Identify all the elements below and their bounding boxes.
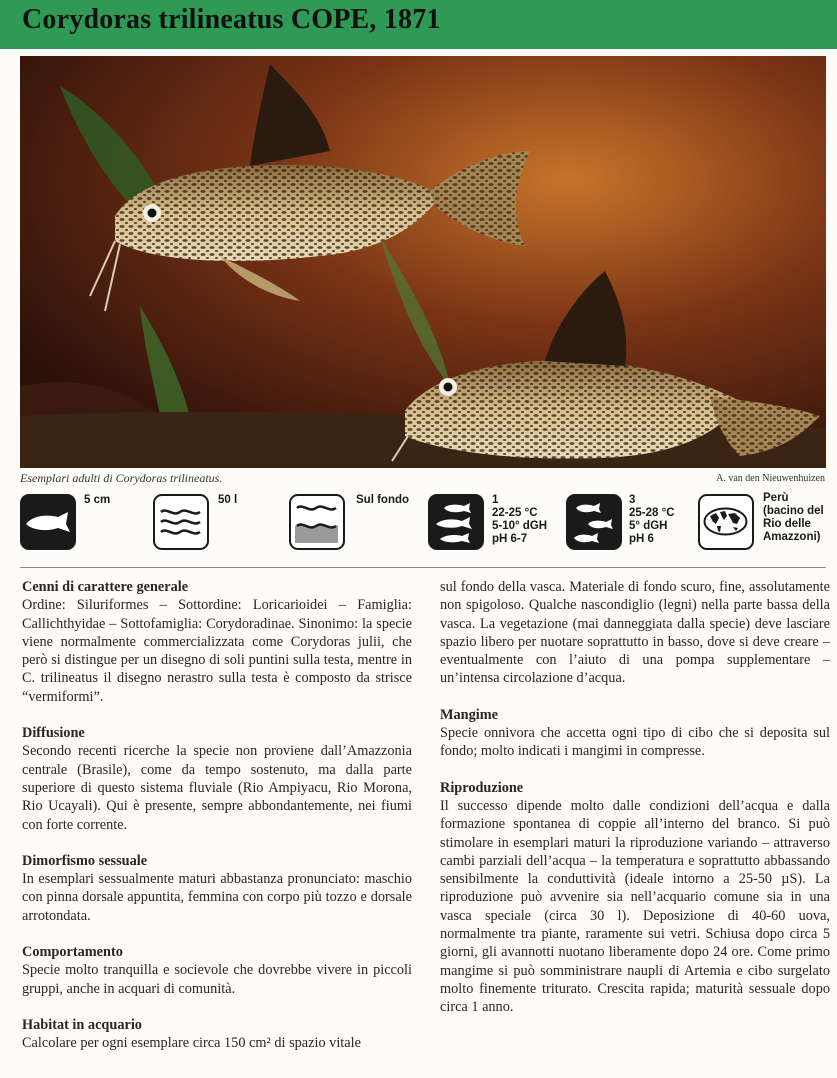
general-text: Ordine: Siluriformes – Sottordine: Loricarioidei – Famiglia: Callichthyidae – Sottofamiglia: Corydoradinae. Sinonimo: la specie viene normalmente commercializzata come Corydoras julii, che però si distingue per un disegno di soli puntini sulla testa, mentre in C. trilineatus il disegno nerastro sulla testa è composto da strisce “vermiformi”. (22, 597, 412, 705)
distribution-text: Secondo recenti ricerche la specie non proviene dall’Amazzonia centrale (Brasile), come da tempo sostenuto, ma dalla parte superiore di questo sistema fluviale (Rio Ampiyacu, Rio Morona, Rio Ucayali). Qui è presente, sempre abbondantemente, nei fiumi con forte corrente. (22, 743, 412, 833)
photo-caption: Esemplari adulti di Corydoras trilineatus. (20, 471, 223, 485)
tank-volume-icon (153, 494, 209, 550)
title-bar (0, 0, 837, 49)
photo-credit: A. van den Nieuwenhuizen (716, 473, 825, 484)
fish-photo (20, 56, 826, 468)
dimorphism-heading: Dimorfismo sessuale (22, 852, 148, 869)
breeding-text: Il successo dipende molto dalle condizioni dell’acqua e dalla formazione spontanea di coppie all’interno del branco. Si può stimolare in esemplari maturi la riproduzione variando – attraverso cambi parziali dell’acqua – la temperatura e soprattutto abbassando sensibilmente la conduttività (ideale intorno a 25-50 µS). La riproduzione può avvenire sia nell’acquario comune sia in una vasca speciale (circa 30 l). Deposizione di 40-60 uova, normalmente tra piante, raramente sui vetri. Schiusa dopo circa 5 giorni, gli avannotti nuotano liberamente dopo 24 ore. Come primo mangime si può somministrare naupli di Artemia e cibo surgelato molto finemente triturato. Crescita rapida; maturità sessuale dopo circa 1 anno. (440, 797, 830, 1016)
distribution-heading: Diffusione (22, 725, 85, 742)
right-column (440, 578, 830, 1035)
food-text: Specie onnivora che accetta ogni tipo di cibo che si deposita sul fondo; molto indicati i mangimi in compresse. (440, 725, 830, 760)
habitat-text-continued: sul fondo della vasca. Materiale di fondo scuro, fine, assolutamente non spigoloso. Qualche nascondiglio (legni) nella parte bassa della vasca. La vegetazione (mai danneggiata dalla specie) deve lasciare spazio libero per nuotare soprattutto in basso, dove si deve creare – eventualmente con l’aiuto di una pompa supplementare – un’intensa circolazione d’acqua. (440, 579, 830, 687)
food-heading: Mangime (440, 706, 498, 723)
behaviour-text: Specie molto tranquilla e socievole che dovrebbe vivere in piccoli gruppi, anche in acquari di comunità. (22, 962, 412, 997)
water-type-3-values: 3 25-28 °C 5° dGH pH 6 (629, 494, 675, 545)
water-type-1-icon (428, 494, 484, 550)
section-divider (20, 567, 826, 568)
page-title: Corydoras trilineatus COPE, 1871 (22, 4, 441, 35)
water-type-3-icon (566, 494, 622, 550)
general-heading: Cenni di carattere generale (22, 579, 189, 595)
size-value: 5 cm (84, 494, 111, 506)
fish-illustration (20, 56, 826, 468)
fish-size-icon (20, 494, 76, 550)
left-column (22, 578, 412, 1071)
swimming-zone-icon (289, 494, 345, 550)
habitat-heading: Habitat in acquario (22, 1016, 142, 1033)
breeding-heading: Riproduzione (440, 779, 524, 796)
habitat-text-start: Calcolare per ogni esemplare circa 150 cm² di spazio vitale (22, 1035, 361, 1052)
water-type-1-values: 1 22-25 °C 5-10° dGH pH 6-7 (492, 494, 548, 545)
behaviour-heading: Comportamento (22, 944, 123, 961)
volume-value: 50 l (218, 494, 238, 506)
origin-value: Perù (bacino del Rio delle Amazzoni) (763, 492, 824, 543)
zone-value: Sul fondo (356, 494, 410, 506)
world-map-icon (698, 494, 754, 550)
dimorphism-text: In esemplari sessualmente maturi abbastanza pronunciato: maschio con pinna dorsale appuntita, femmina con corpo più tozzo e dorsale arrotondata. (22, 871, 412, 924)
